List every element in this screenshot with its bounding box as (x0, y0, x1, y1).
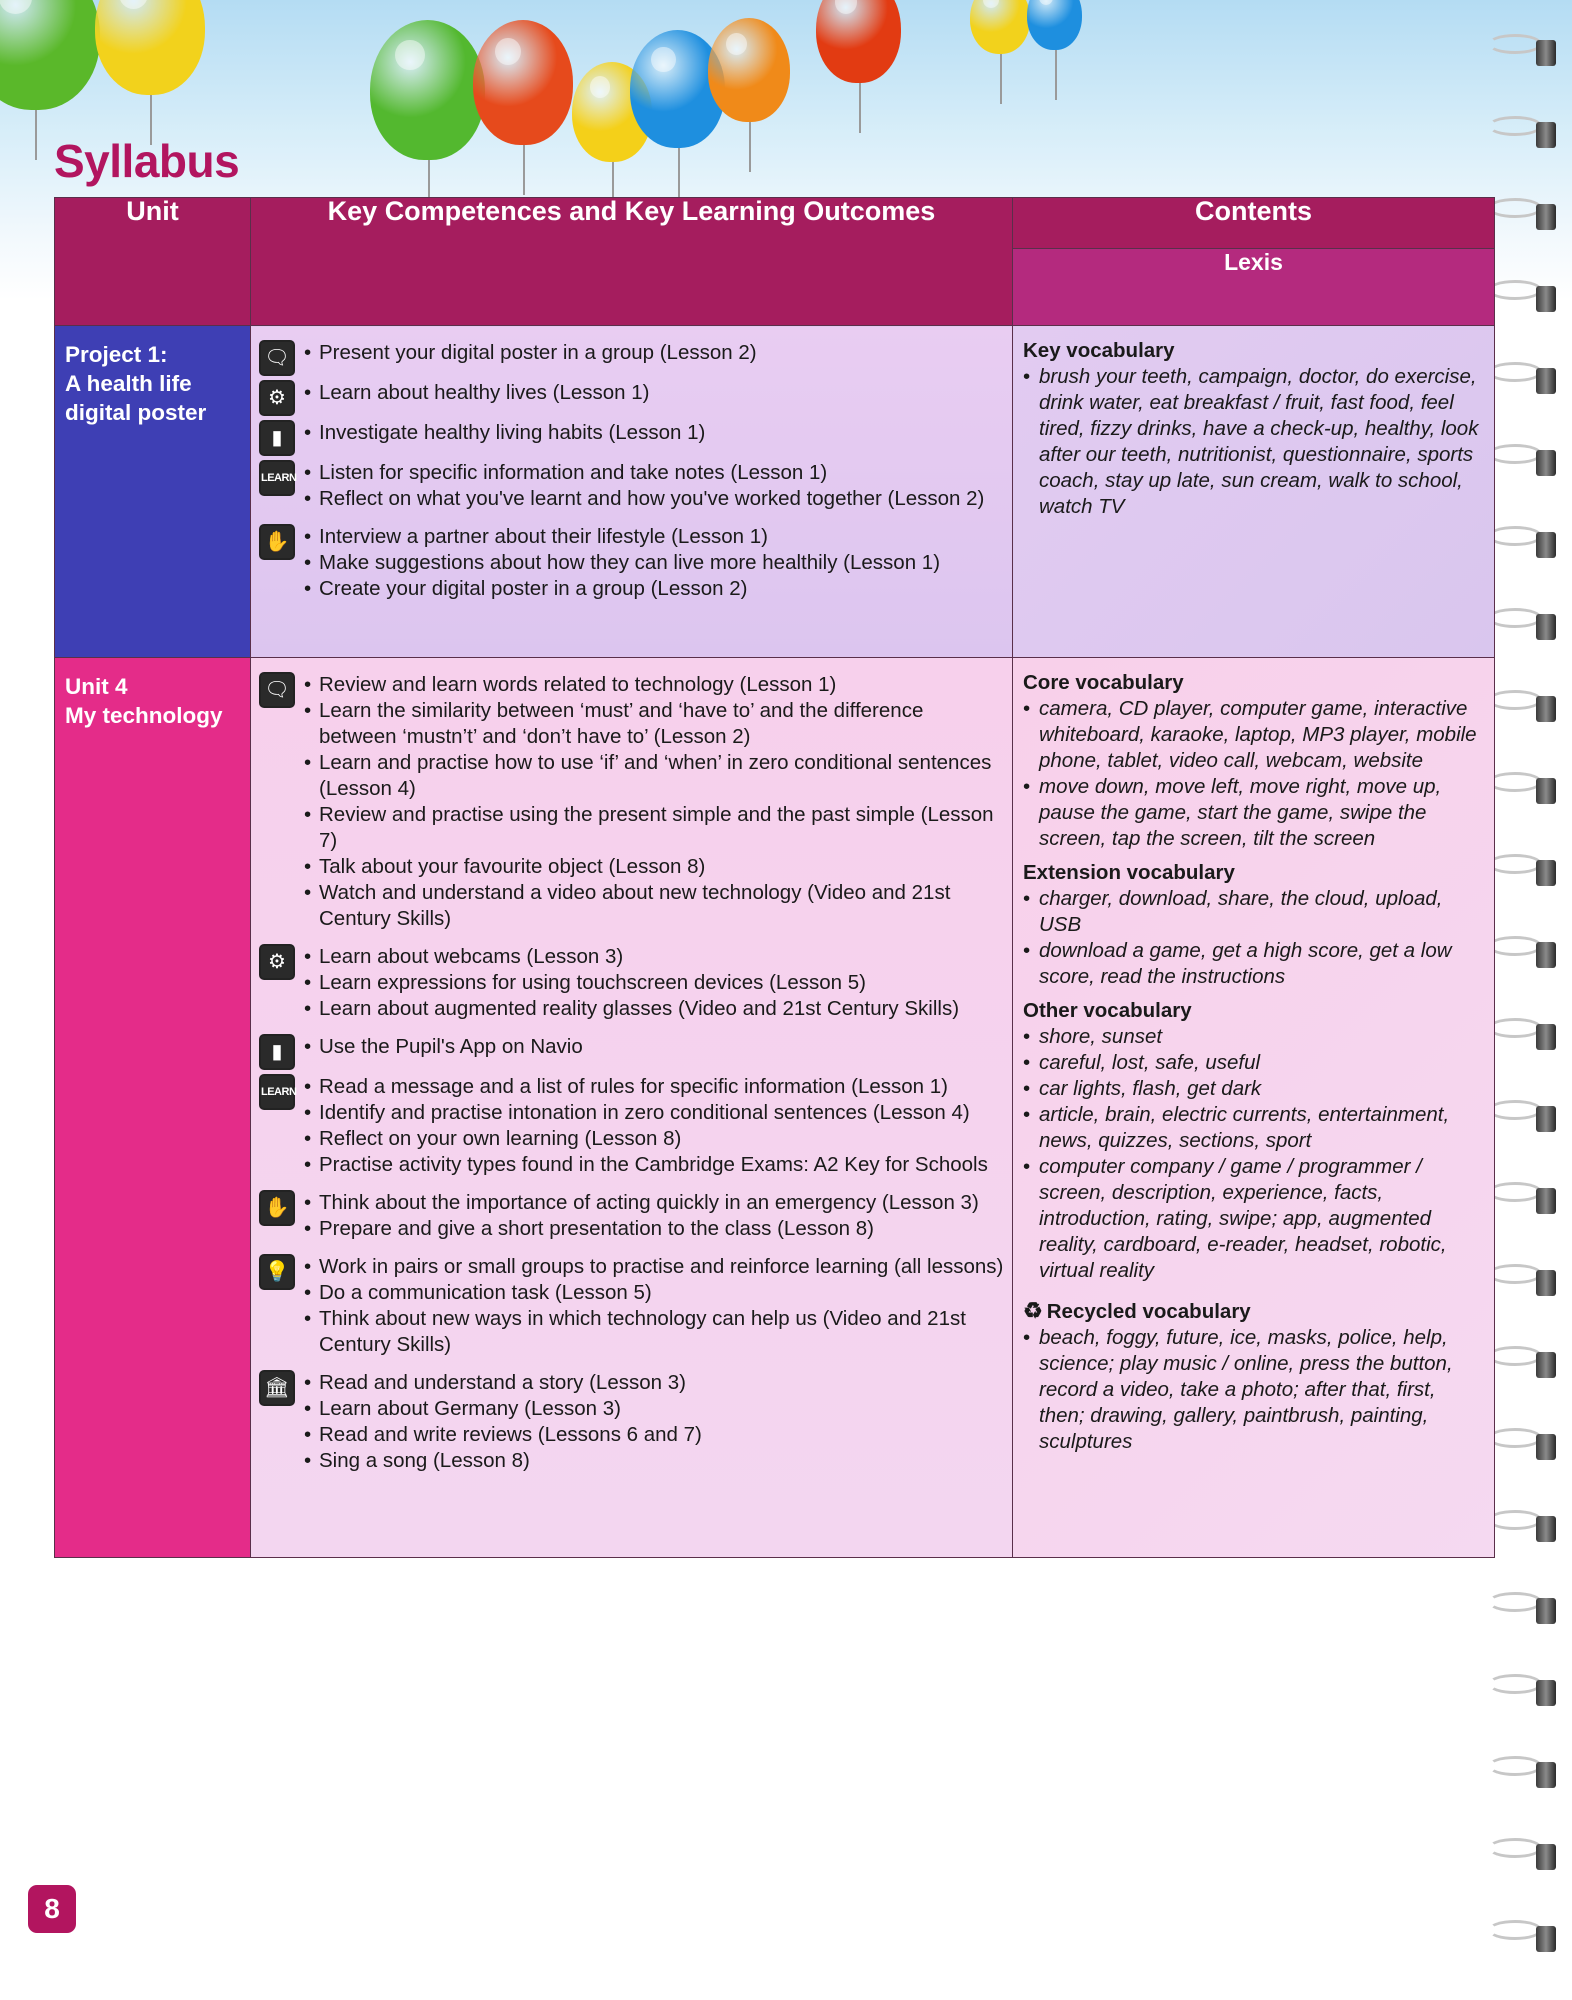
vocab-heading: Other vocabulary (1023, 999, 1192, 1022)
learn-icon: LEARN (259, 1074, 295, 1110)
vocab-heading: Extension vocabulary (1023, 861, 1235, 884)
binding-ring (1536, 450, 1556, 476)
binding-coil (1488, 362, 1542, 382)
binding-ring (1536, 368, 1556, 394)
vocab-item: • beach, foggy, future, ice, masks, police, help, science; play music / online, press the button, record a video, take a photo; after that, first, then; drawing, gallery, paintbrush, painting, sculptures (1023, 1325, 1482, 1455)
binding-ring (1536, 860, 1556, 886)
binding-ring (1536, 1434, 1556, 1460)
binding-coil (1488, 34, 1542, 54)
outcome-group (251, 340, 1012, 376)
museum-icon: 🏛 (259, 1370, 295, 1406)
binding-coil (1488, 1838, 1542, 1858)
brain-gears-icon: ⚙ (259, 944, 295, 980)
outcome-item: • Make suggestions about how they can live more healthily (Lesson 1) (299, 550, 1006, 576)
balloon-string (1055, 50, 1057, 100)
binding-coil (1488, 854, 1542, 874)
binding-ring (1536, 1844, 1556, 1870)
outcome-item: • Prepare and give a short presentation to the class (Lesson 8) (299, 1216, 1006, 1242)
binding-ring (1536, 1106, 1556, 1132)
unit-name-line: digital poster (65, 400, 207, 425)
outcome-item: • Practise activity types found in the Cambridge Exams: A2 Key for Schools (299, 1152, 1006, 1178)
unit-name-cell (55, 326, 251, 658)
binding-ring (1536, 1270, 1556, 1296)
speech-bubble-icon: 🗨 (259, 340, 295, 376)
outcome-item: • Interview a partner about their lifestyle (Lesson 1) (299, 524, 1006, 550)
vocab-item: • camera, CD player, computer game, interactive whiteboard, karaoke, laptop, MP3 player, mobile phone, tablet, video call, webcam, website (1023, 696, 1482, 774)
binding-coil (1488, 280, 1542, 300)
outcome-item: • Reflect on your own learning (Lesson 8) (299, 1126, 1006, 1152)
learn-icon: LEARN (259, 460, 295, 496)
header-contents: Contents (1013, 198, 1495, 249)
vocab-item: • careful, lost, safe, useful (1023, 1050, 1482, 1076)
outcome-group (251, 672, 1012, 932)
outcome-item: • Read a message and a list of rules for specific information (Lesson 1) (299, 1074, 1006, 1100)
outcome-item: • Review and learn words related to technology (Lesson 1) (299, 672, 1006, 698)
binding-coil (1488, 1592, 1542, 1612)
speech-bubble-icon: 🗨 (259, 672, 295, 708)
vocab-item: • charger, download, share, the cloud, upload, USB (1023, 886, 1482, 938)
binding-ring (1536, 1598, 1556, 1624)
binding-ring (1536, 40, 1556, 66)
outcome-item: • Listen for specific information and take notes (Lesson 1) (299, 460, 1006, 486)
outcome-item: • Learn and practise how to use ‘if’ and ‘when’ in zero conditional sentences (Lesson 4) (299, 750, 1006, 802)
binding-ring (1536, 778, 1556, 804)
outcome-group (251, 1074, 1012, 1178)
balloon-string (1000, 54, 1002, 104)
brain-gears-icon: ⚙ (259, 380, 295, 416)
outcome-group (251, 1190, 1012, 1242)
binding-coil (1488, 936, 1542, 956)
vocab-item: • download a game, get a high score, get a low score, read the instructions (1023, 938, 1482, 990)
outcome-item: • Learn about augmented reality glasses (Video and 21st Century Skills) (299, 996, 1006, 1022)
outcome-item: • Work in pairs or small groups to practise and reinforce learning (all lessons) (299, 1254, 1006, 1280)
outcome-item: • Think about new ways in which technology can help us (Video and 21st Century Skills) (299, 1306, 1006, 1358)
competences-cell (251, 326, 1013, 658)
vocab-item: • brush your teeth, campaign, doctor, do exercise, drink water, eat breakfast / fruit, fast food, feel tired, fizzy drinks, have a check-up, healthy, look after our teeth, nutritionist, questionnaire, sports coach, stay up late, sun cream, walk to school, watch TV (1023, 364, 1482, 520)
binding-coil (1488, 116, 1542, 136)
outcome-item: • Use the Pupil's App on Navio (299, 1034, 1006, 1060)
lightbulb-icon: 💡 (259, 1254, 295, 1290)
table-row-project-1 (55, 326, 1495, 658)
binding-ring (1536, 1024, 1556, 1050)
binding-coil (1488, 772, 1542, 792)
outcome-group (251, 1370, 1012, 1474)
binding-ring (1536, 1680, 1556, 1706)
vocab-item: • shore, sunset (1023, 1024, 1482, 1050)
binding-coil (1488, 608, 1542, 628)
binding-ring (1536, 1926, 1556, 1952)
outcome-item: • Present your digital poster in a group (Lesson 2) (299, 340, 1006, 366)
outcome-group (251, 1254, 1012, 1358)
outcome-item: • Talk about your favourite object (Lesson 8) (299, 854, 1006, 880)
binding-ring (1536, 942, 1556, 968)
vocab-item: • computer company / game / programmer / screen, description, experience, facts, introduction, rating, swipe; app, augmented reality, cardboard, e-reader, headset, robotic, virtual reality (1023, 1154, 1482, 1284)
mouse-icon: ▮ (259, 420, 295, 456)
outcome-item: • Learn about Germany (Lesson 3) (299, 1396, 1006, 1422)
unit-name-line: My technology (65, 703, 223, 728)
header-unit: Unit (55, 198, 251, 326)
lexis-cell (1013, 658, 1495, 1558)
binding-ring (1536, 614, 1556, 640)
vocab-item: • car lights, flash, get dark (1023, 1076, 1482, 1102)
outcome-group (251, 460, 1012, 512)
binding-ring (1536, 204, 1556, 230)
binding-coil (1488, 1674, 1542, 1694)
unit-name-line: Unit 4 (65, 674, 128, 699)
outcome-item: • Reflect on what you've learnt and how you've worked together (Lesson 2) (299, 486, 1006, 512)
binding-coil (1488, 1920, 1542, 1940)
binding-ring (1536, 122, 1556, 148)
handshake-icon: ✋ (259, 1190, 295, 1226)
vocab-heading-recycled (1023, 1298, 1482, 1325)
unit-name-cell (55, 658, 251, 1558)
unit-name-line: Project 1: (65, 342, 168, 367)
vocab-item: • article, brain, electric currents, entertainment, news, quizzes, sections, sport (1023, 1102, 1482, 1154)
binding-coil (1488, 444, 1542, 464)
binding-coil (1488, 1510, 1542, 1530)
table-row-unit-4 (55, 658, 1495, 1558)
binding-ring (1536, 1352, 1556, 1378)
binding-coil (1488, 526, 1542, 546)
competences-cell (251, 658, 1013, 1558)
binding-coil (1488, 1346, 1542, 1366)
binding-ring (1536, 1188, 1556, 1214)
lexis-cell (1013, 326, 1495, 658)
outcome-item: • Investigate healthy living habits (Lesson 1) (299, 420, 1006, 446)
outcome-item: • Create your digital poster in a group (Lesson 2) (299, 576, 1006, 602)
header-lexis: Lexis (1013, 249, 1495, 326)
binding-ring (1536, 1516, 1556, 1542)
balloon (473, 20, 573, 145)
balloon (370, 20, 485, 160)
binding-coil (1488, 1428, 1542, 1448)
outcome-item: • Identify and practise intonation in zero conditional sentences (Lesson 4) (299, 1100, 1006, 1126)
outcome-item: • Learn about healthy lives (Lesson 1) (299, 380, 1006, 406)
binding-ring (1536, 1762, 1556, 1788)
outcome-group (251, 944, 1012, 1022)
binding-ring (1536, 532, 1556, 558)
balloon-string (35, 110, 37, 160)
balloon-string (678, 148, 680, 198)
outcome-group (251, 380, 1012, 416)
header-competences: Key Competences and Key Learning Outcomes (251, 198, 1013, 326)
outcome-item: • Learn expressions for using touchscreen devices (Lesson 5) (299, 970, 1006, 996)
binding-coil (1488, 1100, 1542, 1120)
vocab-heading: Key vocabulary (1023, 339, 1175, 362)
recycle-icon: ♻ (1023, 1298, 1043, 1323)
syllabus-table (54, 197, 1495, 1558)
page-title: Syllabus (54, 135, 240, 187)
binding-coil (1488, 690, 1542, 710)
binding-coil (1488, 1018, 1542, 1038)
outcome-item: • Do a communication task (Lesson 5) (299, 1280, 1006, 1306)
page-number: 8 (28, 1885, 76, 1933)
vocab-heading: Recycled vocabulary (1046, 1300, 1251, 1323)
outcome-item: • Think about the importance of acting quickly in an emergency (Lesson 3) (299, 1190, 1006, 1216)
balloon-string (749, 122, 751, 172)
binding-coil (1488, 1756, 1542, 1776)
outcome-item: • Learn about webcams (Lesson 3) (299, 944, 1006, 970)
vocab-heading: Core vocabulary (1023, 671, 1184, 694)
outcome-group (251, 420, 1012, 456)
mouse-icon: ▮ (259, 1034, 295, 1070)
handshake-icon: ✋ (259, 524, 295, 560)
outcome-group (251, 1034, 1012, 1070)
outcome-item: • Learn the similarity between ‘must’ and ‘have to’ and the difference between ‘mustn’t’ and ‘don’t have to’ (Lesson 2) (299, 698, 1006, 750)
outcome-group (251, 524, 1012, 602)
binding-coil (1488, 1264, 1542, 1284)
outcome-item: • Review and practise using the present simple and the past simple (Lesson 7) (299, 802, 1006, 854)
balloon-string (859, 83, 861, 133)
binding-ring (1536, 286, 1556, 312)
balloon-string (523, 145, 525, 195)
binding-ring (1536, 696, 1556, 722)
outcome-item: • Watch and understand a video about new technology (Video and 21st Century Skills) (299, 880, 1006, 932)
outcome-item: • Sing a song (Lesson 8) (299, 1448, 1006, 1474)
outcome-item: • Read and write reviews (Lessons 6 and 7) (299, 1422, 1006, 1448)
balloon (708, 18, 790, 122)
unit-name-line: A health life (65, 371, 192, 396)
outcome-item: • Read and understand a story (Lesson 3) (299, 1370, 1006, 1396)
binding-coil (1488, 198, 1542, 218)
spiral-binding (1482, 0, 1572, 2000)
vocab-item: • move down, move left, move right, move up, pause the game, start the game, swipe the screen, tap the screen, tilt the screen (1023, 774, 1482, 852)
binding-coil (1488, 1182, 1542, 1202)
